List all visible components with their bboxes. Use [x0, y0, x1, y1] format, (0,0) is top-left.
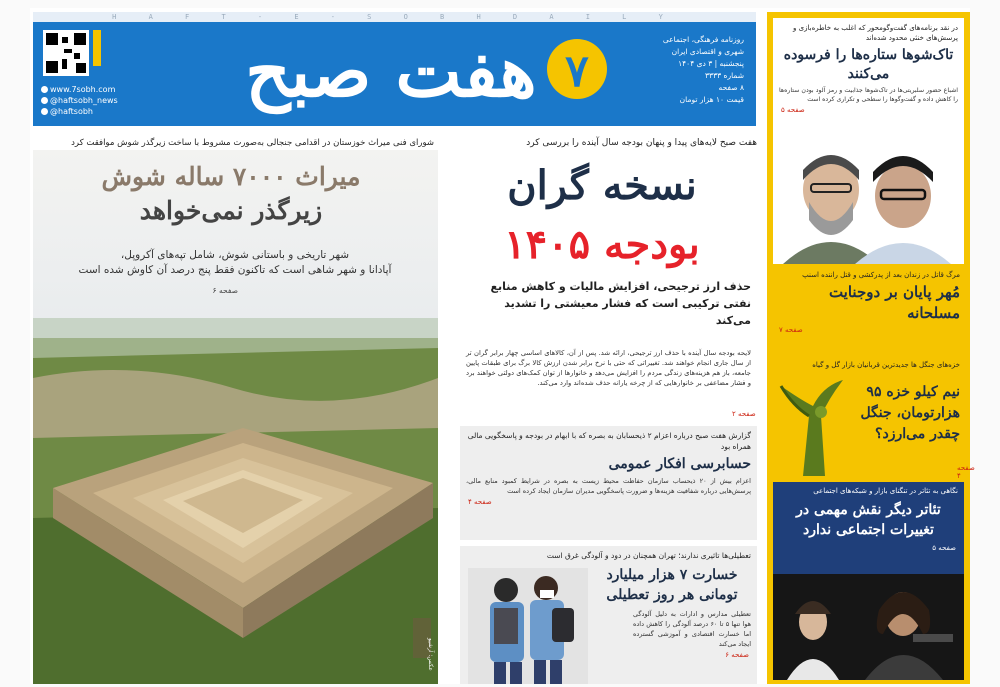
page-ref[interactable]: صفحه ۵ — [781, 106, 805, 114]
logo-text: هفت صبح — [245, 30, 537, 113]
pollution-text: تعطیلی مدارس و ادارات به دلیل آلودگی هوا تنها ۵ تا ۶۰ درصد آلودگی را کاهش داده اما خسارت اقتصادی و آموزشی گسترده ایجاد می‌کند — [633, 610, 751, 648]
story-theatre[interactable] — [773, 482, 964, 680]
headline-line-1: میراث ۷۰۰۰ ساله شوش — [101, 162, 361, 191]
web-icon — [41, 86, 48, 93]
moss-tree-image — [773, 376, 855, 476]
masthead-strip: H A F T - E - S O B H D A I L Y — [33, 12, 756, 22]
story-shush[interactable] — [33, 138, 438, 684]
photo-credit: عکس: آرشیو — [427, 638, 434, 671]
website-link[interactable]: www.7sobh.com — [41, 84, 151, 95]
audit-text: اعزام بیش از ۲۰ ذیحساب سازمان حفاظت محیط زیست به بصره در شرایط کمبود منابع مالی، پرسش‌هایی درباره شفافیت هزینه‌ها و ضرورت پاسخگویی مدیران سازمان ایجاد کرده است — [466, 477, 751, 495]
headline-line-2: زیرگذر نمی‌خواهد — [139, 196, 323, 225]
story-pollution[interactable] — [460, 546, 757, 684]
talkshow-portraits — [773, 140, 964, 264]
qr-code-icon[interactable] — [43, 30, 89, 76]
ziggurat-photo — [33, 318, 438, 684]
theatre-kicker: نگاهی به تئاتر در تنگنای بازار و شبکه‌های اجتماعی — [813, 487, 958, 495]
audit-headline[interactable]: حسابرسی افکار عمومی — [608, 456, 751, 472]
newspaper-page — [30, 8, 975, 684]
issue-date: پنجشنبه | ۳ دی ۱۴۰۴ — [678, 59, 744, 68]
page-ref[interactable]: صفحه ۴ — [957, 464, 975, 480]
budget-headline-2[interactable]: بودجه ۱۴۰۵ — [504, 221, 700, 268]
story-audit[interactable] — [460, 426, 757, 540]
audit-kicker: گزارش هفت صبح درباره اعزام ۲ ذیحسابان به بصره که با ابهام در بودجه و پاسخگویی مالی همراه بود — [467, 431, 751, 451]
issue-line: شهری و اقتصادی ایران — [671, 47, 744, 56]
budget-deck: حذف ارز ترجیحی، افزایش مالیات و کاهش منابع نفتی ترکیبی است که فشار معیشتی را تشدید می‌کند — [490, 280, 751, 327]
crime-kicker: مرگ قاتل در زندان بعد از پدرکشی و قتل راننده اسنپ — [802, 271, 960, 279]
budget-body: لایحه بودجه سال آینده با حذف ارز ترجیحی، ارائه شد. پس از آن، کالاهای اساسی چهار برابر گران تر از سال جاری انجام خواهند شد. تغییراتی که حتی با نرخ برابر شدن ارزش کالا برگ برای طبقات پایین جامعه، باز هم هزینه‌های زندگی مردم را افزایش می‌دهد و خانوارها از توان کمک‌های دولتی خواهند برد و فشار مضاعفی بر خانوارهایی که از چرخه یارانه حذف شده‌اند وارد می‌کند. — [466, 349, 751, 387]
page-ref[interactable]: صفحه ۶ — [212, 286, 238, 295]
page-ref[interactable]: صفحه ۲ — [732, 410, 756, 418]
page-ref[interactable]: صفحه ۴ — [468, 498, 492, 506]
story-moss[interactable] — [773, 360, 975, 480]
contact-list — [41, 84, 151, 117]
issue-pages: ۸ صفحه — [718, 83, 744, 92]
story-kicker: هفت صبح لایه‌های پیدا و پنهان بودجه سال آینده را بررسی کرد — [526, 138, 757, 148]
crime-headline[interactable]: مُهر پایان بر دوجنایت مسلحانه — [828, 283, 960, 322]
story-talkshows[interactable] — [773, 18, 964, 264]
logo-number: ۷ — [565, 46, 589, 97]
story-subhead: شهر تاریخی و باستانی شوش، شامل تپه‌های آکروپل، آپادانا و شهر شاهی است که تاکنون فقط پنج درصد آن کاوش شده است — [78, 249, 392, 276]
page-ref[interactable]: صفحه ۷ — [779, 326, 803, 334]
issue-line: روزنامه فرهنگی، اجتماعی — [662, 35, 744, 44]
theatre-headline[interactable]: تئاتر دیگر نقش مهمی در تغییرات اجتماعی ندارد — [796, 502, 941, 538]
story-kicker: شورای فنی میراث خوزستان در اقدامی جنجالی به‌صورت مشروط با ساخت زیرگذر شوش موافقت کرد — [71, 138, 434, 148]
sidebar-yellow — [767, 12, 975, 684]
qr-tag — [93, 30, 101, 66]
issue-info — [626, 34, 744, 106]
social-link[interactable]: @haftsobh — [41, 106, 151, 117]
talkshow-kicker: در نقد برنامه‌های گفت‌وگومحور که اغلب به خاطره‌بازی و پرسش‌های خنثی محدود شده‌اند — [793, 24, 958, 42]
masthead — [33, 12, 756, 126]
story-headline[interactable] — [36, 160, 426, 228]
students-photo — [468, 568, 588, 684]
pollution-kicker: تعطیلی‌ها تاثیری ندارند؛ تهران همچنان در دود و آلودگی غرق است — [546, 551, 751, 560]
telegram-link[interactable]: @haftsobh_news — [41, 95, 151, 106]
budget-headline-1[interactable]: نسخه گران — [507, 162, 697, 209]
page-ref[interactable]: صفحه ۵ — [932, 544, 956, 552]
moss-kicker: خزه‌های جنگل ها جدیدترین قربانیان بازار گل و گیاه — [812, 361, 960, 369]
issue-number: شماره ۳۳۳۳ — [705, 71, 744, 80]
theatre-photo — [773, 574, 964, 680]
issue-price: قیمت ۱۰ هزار تومان — [679, 95, 744, 104]
talkshow-headline[interactable]: تاک‌شوها ستاره‌ها را فرسوده می‌کنند — [783, 47, 954, 82]
instagram-icon — [41, 108, 48, 115]
pollution-headline[interactable]: خسارت ۷ هزار میلیارد تومانی هر روز تعطیلی — [606, 567, 738, 603]
telegram-icon — [41, 97, 48, 104]
story-crime[interactable] — [773, 270, 964, 334]
talkshow-text: اشباع حضور سلبریتی‌ها در تاک‌شوها جذابیت و رمز آلود بودن ستاره‌ها را کاهش داده و گفت‌وگوها را سطحی و تکراری کرده است — [779, 87, 958, 103]
page-ref[interactable]: صفحه ۶ — [725, 651, 749, 659]
logo — [201, 24, 621, 114]
moss-headline[interactable]: نیم کیلو خزه ۹۵ هزارتومان، جنگل چقدر می‌ارزد؟ — [860, 384, 960, 442]
